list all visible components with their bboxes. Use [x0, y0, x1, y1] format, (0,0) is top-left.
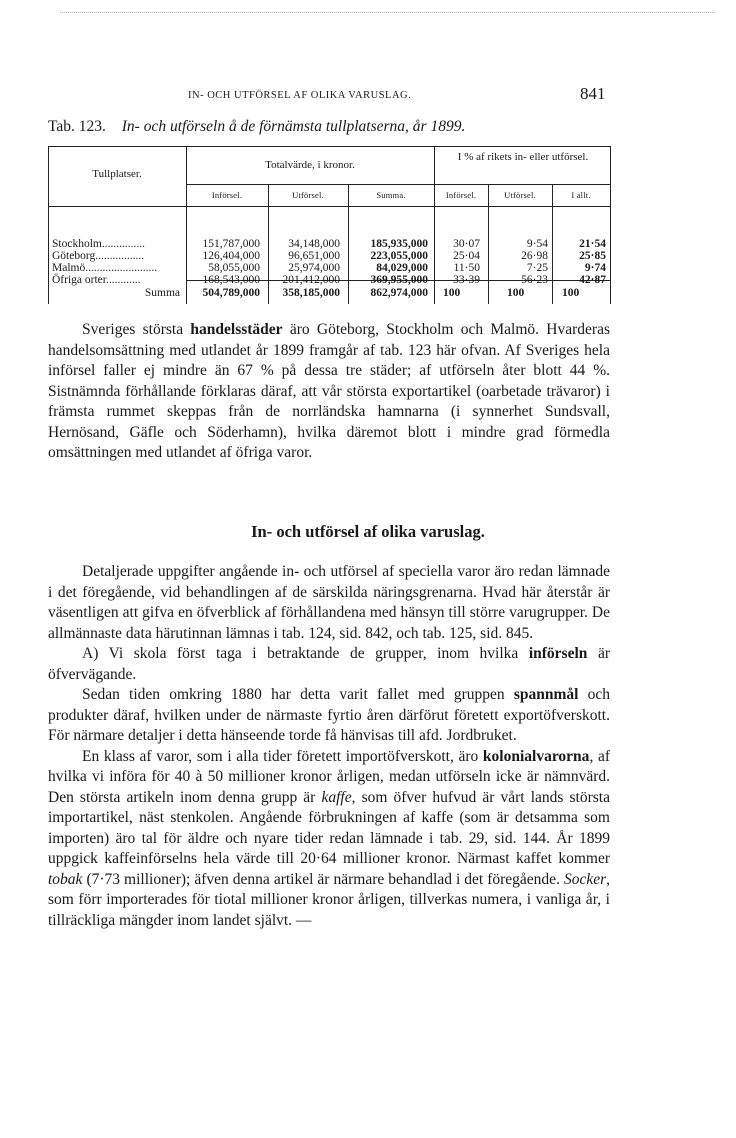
- subheader-summa: Summa.: [376, 190, 406, 200]
- inforsel-cell: 126,404,000: [202, 250, 260, 262]
- pct-out-cell: 7·25: [526, 262, 548, 274]
- total-pct-in: 100: [443, 287, 461, 299]
- total-utforsel: 358,185,000: [282, 287, 340, 299]
- total-inforsel: 504,789,000: [202, 287, 260, 299]
- pct-all-cell: 25·85: [579, 250, 606, 262]
- keyword-tobak: tobak: [48, 870, 83, 888]
- header-totalvarde: Totalvärde, i kronor.: [265, 159, 355, 171]
- inforsel-cell: 58,055,000: [208, 262, 260, 274]
- table-row: [48, 250, 610, 262]
- pct-all-cell: 42·87: [579, 274, 606, 286]
- subheader-pct-inforsel: Införsel.: [445, 190, 477, 200]
- table-top-rule: [48, 146, 610, 147]
- summa-cell: 84,029,000: [376, 262, 428, 274]
- place-cell: Göteborg.................: [52, 250, 145, 262]
- paragraph-handelsstader: Sveriges största handelsstäder äro Göteborg, Stockholm och Malmö. Hvarderas handelsomsättning med utlandet år 1899 framgår af tab. 123 här ofvan. Af Sveriges hela införsel faller ej mindre än 67 % på dessa tre städer; af utförseln åter blott 44 %. Sistnämnda förhållande förklaras däraf, att vår största exportartikel (oarbetade trävaror) i främsta rummet skeppas från de norrländska hamnarna (i synnerhet Sundsvall, Hernösand, Gäfle och Söderhamn), hvilka däremot blott i mindre grad förmedla omsättningen med utlandet af öfriga varor.: [48, 321, 610, 461]
- keyword-socker: Socker: [563, 870, 607, 888]
- header-procent: I % af rikets in- eller utförsel.: [457, 151, 589, 163]
- utforsel-cell: 34,148,000: [288, 238, 340, 250]
- subheader-pct-allt: I allt.: [571, 190, 591, 200]
- summa-cell: 185,935,000: [370, 238, 428, 250]
- header-tullplatser: Tullplatser.: [92, 168, 142, 180]
- place-cell: Malmö.........................: [52, 262, 158, 274]
- table-title: In- och utförseln å de förnämsta tullplatserna, år 1899.: [121, 118, 466, 135]
- table-label: Tab. 123.: [48, 118, 106, 135]
- total-pct-out: 100: [507, 287, 525, 299]
- section-heading: In- och utförsel af olika varuslag.: [251, 522, 485, 541]
- utforsel-cell: 96,651,000: [288, 250, 340, 262]
- keyword-kaffe: kaffe: [321, 788, 352, 806]
- pct-in-cell: 11·50: [453, 262, 480, 274]
- subheader-utforsel: Utförsel.: [292, 190, 324, 200]
- inforsel-cell: 151,787,000: [202, 238, 260, 250]
- inforsel-cell: 168,543,000: [202, 274, 260, 286]
- total-summa: 862,974,000: [370, 287, 428, 299]
- table-caption: [48, 118, 465, 136]
- table-subheader-rule: [186, 184, 610, 185]
- utforsel-cell: 25,974,000: [288, 262, 340, 274]
- total-pct-all: 100: [562, 287, 580, 299]
- summa-cell: 223,055,000: [370, 250, 428, 262]
- place-cell: Öfriga orter............: [52, 274, 141, 286]
- pct-in-cell: 25·04: [453, 250, 480, 262]
- keyword-handelsstader: handelsstäder: [190, 321, 283, 338]
- page-number: 841: [580, 84, 606, 103]
- keyword-kolonialvarorna: kolonialvarorna: [482, 747, 590, 765]
- table-row: [48, 262, 610, 274]
- pct-all-cell: 9·74: [584, 262, 606, 274]
- table-header-rule: [48, 206, 610, 207]
- paragraph-a: A) Vi skola först taga i betraktande de grupper, inom hvilka införseln är öfvervägande.: [48, 645, 610, 683]
- pct-all-cell: 21·54: [579, 238, 606, 250]
- paragraph-detaljerade: Detaljerade uppgifter angående in- och utförsel af speciella varor äro redan lämnade i det föregående, vid behandlingen af de särskilda näringsgrenarna. Hvad här återstår är väsentligen att gifva en öfverblick af förhållandena med hänsyn till större varugrupper. De allmännaste data härutinnan lämnas i tab. 124, sid. 842, och tab. 125, sid. 845.: [48, 563, 610, 642]
- keyword-spannmal: spannmål: [513, 686, 579, 703]
- utforsel-cell: 201,412,000: [282, 274, 340, 286]
- table-row: [48, 238, 610, 250]
- pct-out-cell: 9·54: [526, 238, 548, 250]
- keyword-inforseln: införseln: [528, 645, 588, 662]
- table-row: [48, 274, 610, 286]
- paragraph-spannmal: Sedan tiden omkring 1880 har detta varit fallet med gruppen spannmål och produkter däraf, hvilken under de närmaste fyrtio åren därförut företett exportöfverskott. För närmare detaljer i detta hänseende torde få hänvisas till afd. Jordbruket.: [48, 686, 610, 744]
- pct-out-cell: 26·98: [521, 250, 548, 262]
- subheader-pct-utforsel: Utförsel.: [504, 190, 536, 200]
- paragraph-kolonialvaror: En klass af varor, som i alla tider företett importöfverskott, äro kolonialvarorna, af hvilka vi införa för 40 à 50 millioner kronor årligen, medan utförseln icke är nämnvärd. Den största artikeln inom denna grupp är kaffe, som öfver hufvud är vårt lands största importartikel, näst stenkolen. Angående förbrukningen af kaffe (som är detsamma som importen) äro tal för äldre och nyare tider redan lämnade i tab. 29, sid. 144. År 1899 uppgick kaffeinförselns hela värde till 20·64 millioner kronor. Närmast kaffet kommer tobak (7·73 millioner); äfven denna artikel är närmare behandlad i det föregående. Socker, som förr importerades för tiotal millioner kronor årligen, tillverkas numera, i vanliga år, i tillräckliga mängder inom landet självt. —: [48, 747, 611, 929]
- top-scan-rule: [60, 12, 715, 13]
- pct-in-cell: 33·39: [453, 274, 480, 286]
- section-body: [48, 562, 610, 931]
- summa-cell: 369,955,000: [370, 274, 428, 286]
- pct-in-cell: 30·07: [453, 238, 480, 250]
- table-total-row: [48, 287, 610, 299]
- running-title: IN- OCH UTFÖRSEL AF OLIKA VARUSLAG.: [188, 90, 412, 101]
- running-head: [0, 84, 736, 108]
- subheader-inforsel: Införsel.: [211, 190, 243, 200]
- total-label: Summa: [144, 287, 180, 299]
- table-right-rule: [610, 146, 611, 304]
- pct-out-cell: 56·23: [521, 274, 548, 286]
- trade-table: [48, 146, 610, 304]
- place-cell: Stockholm...............: [52, 238, 145, 250]
